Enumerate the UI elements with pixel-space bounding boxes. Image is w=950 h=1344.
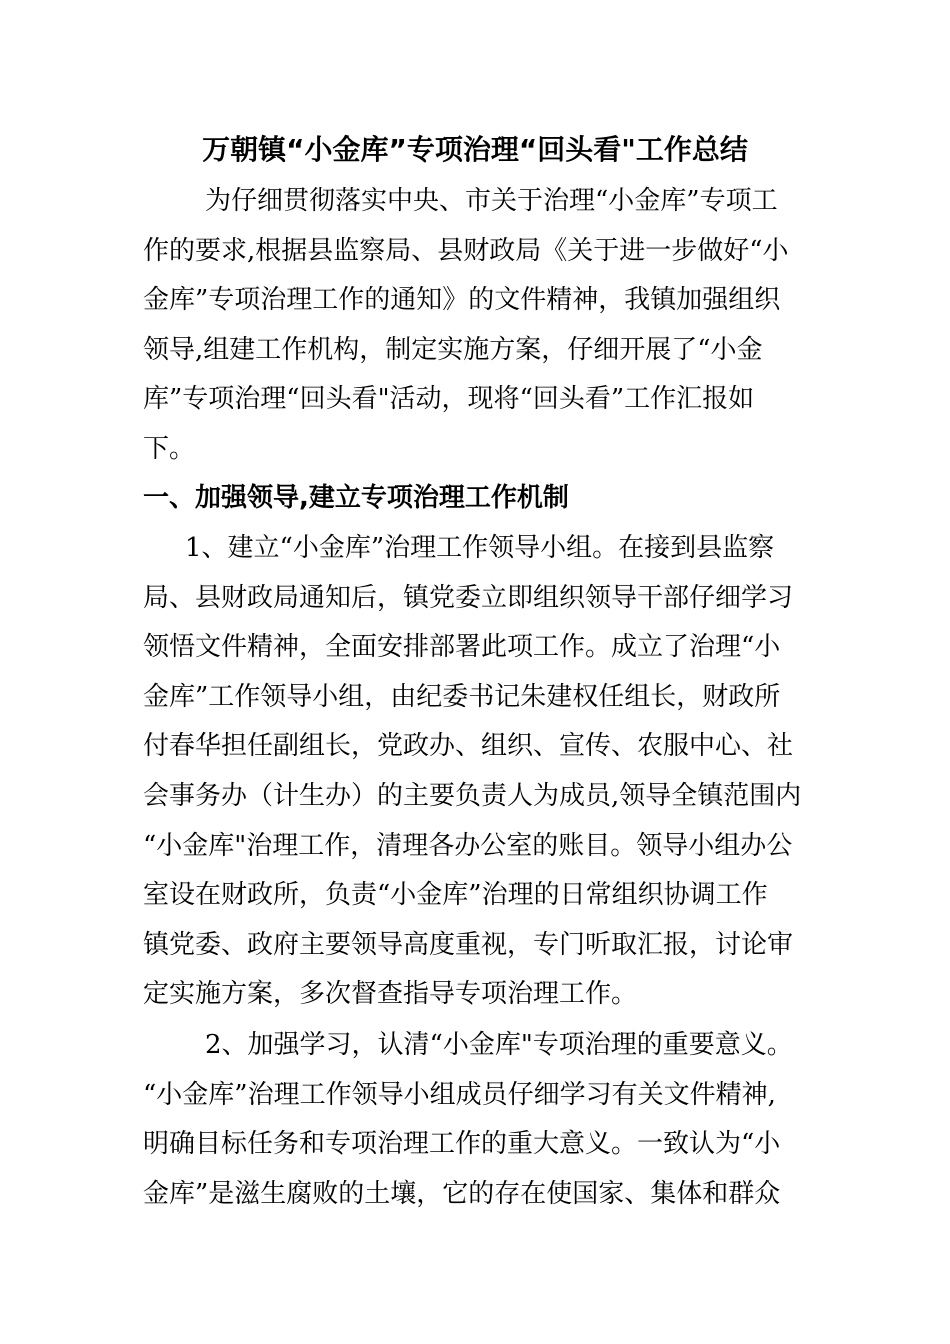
text-line: 局、县财政局通知后，镇党委立即组织领导干部仔细学习 xyxy=(143,582,794,613)
text-line: 库”专项治理“回头看"活动，现将“回头看”工作汇报如 xyxy=(143,384,755,415)
document-title: 万朝镇“小金库”专项治理“回头看"工作总结 xyxy=(202,133,748,166)
text-line: 金库”专项治理工作的通知》的文件精神，我镇加强组织 xyxy=(143,285,781,316)
text-line: 定实施方案，多次督查指导专项治理工作。 xyxy=(143,979,638,1010)
text-line: 会事务办（计生办）的主要负责人为成员,领导全镇范围内 xyxy=(143,780,802,811)
text-line: 领悟文件精神，全面安排部署此项工作。成立了治理“小 xyxy=(143,632,781,663)
item-2-paragraph xyxy=(143,1021,811,1219)
text-line: “小金库”治理工作领导小组成员仔细学习有关文件精神, xyxy=(143,1079,776,1110)
item-1-paragraph xyxy=(143,524,811,1020)
section-heading xyxy=(143,474,811,524)
text-line: 镇党委、政府主要领导高度重视，专门听取汇报，讨论审 xyxy=(143,929,794,960)
text-line: 作的要求,根据县监察局、县财政局《关于进一步做好“小 xyxy=(143,235,789,266)
text-line: 付春华担任副组长，党政办、组织、宣传、农服中心、社 xyxy=(143,731,794,762)
text-line: 为仔细贯彻落实中央、市关于治理“小金库”专项工 xyxy=(205,186,778,216)
text-line: 金库”工作领导小组，由纪委书记朱建权任组长，财政所 xyxy=(143,681,781,712)
intro-paragraph xyxy=(143,177,811,475)
text-line: 下。 xyxy=(143,433,196,464)
text-line: 2、加强学习，认清“小金库"专项治理的重要意义。 xyxy=(205,1030,793,1060)
text-line: 明确目标任务和专项治理工作的重大意义。一致认为“小 xyxy=(143,1129,781,1160)
text-line: 金库”是滋生腐败的土壤，它的存在使国家、集体和群众 xyxy=(143,1178,781,1209)
text-line: “小金库"治理工作，清理各办公室的账目。领导小组办公 xyxy=(143,830,793,861)
text-line: 室设在财政所，负责“小金库”治理的日常组织协调工作 xyxy=(143,880,768,911)
section-1-heading: 一、加强领导,建立专项治理工作机制 xyxy=(143,483,569,513)
text-line: 1、建立“小金库”治理工作领导小组。在接到县监察 xyxy=(185,533,775,563)
text-line: 领导,组建工作机构，制定实施方案，仔细开展了“小金 xyxy=(143,334,763,365)
